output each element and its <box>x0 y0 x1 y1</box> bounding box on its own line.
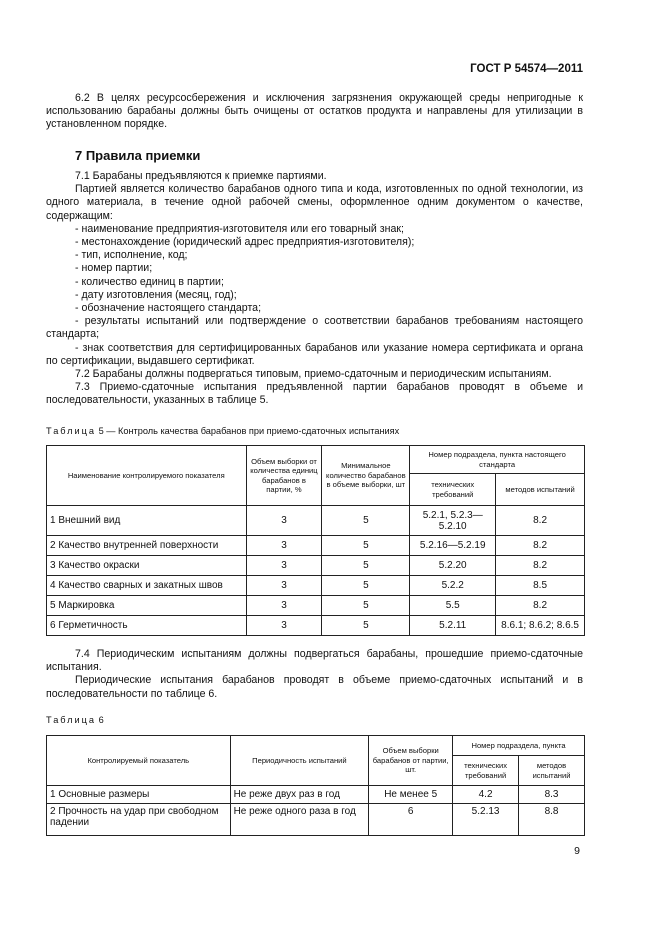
cell-sample: 3 <box>246 506 322 536</box>
cell-period: Не реже одного раза в год <box>230 804 369 836</box>
cell-name: 1 Внешний вид <box>47 506 247 536</box>
caption-text: 6 <box>98 715 104 725</box>
cell-min: 5 <box>322 616 410 636</box>
cell-tech: 5.2.2 <box>410 576 496 596</box>
list-item: - тип, исполнение, код; <box>75 249 188 262</box>
cell-name: 3 Качество окраски <box>47 556 247 576</box>
list-item: - местонахождение (юридический адрес предприятия-изготовителя); <box>75 236 415 249</box>
table-row <box>47 536 585 556</box>
caption-text: 5 — Контроль качества барабанов при приемо-сдаточных испытаниях <box>98 426 400 436</box>
list-item: - дату изготовления (месяц, год); <box>75 288 237 301</box>
col-header-methods: методов испытаний <box>519 756 585 786</box>
cell-name: 2 Качество внутренней поверхности <box>47 536 247 556</box>
cell-methods: 8.8 <box>519 804 585 836</box>
col-header-sample: Объем выборки от количества единиц барабанов в партии, % <box>246 446 322 506</box>
col-header-tech: технических требований <box>410 474 496 506</box>
cell-methods: 8.2 <box>496 506 585 536</box>
table5 <box>46 445 585 636</box>
caption-label: Таблица <box>46 715 97 725</box>
cell-methods: 8.5 <box>496 576 585 596</box>
table6 <box>46 735 585 836</box>
cell-min: 5 <box>322 556 410 576</box>
cell-tech: 5.2.16—5.2.19 <box>410 536 496 556</box>
cell-sample: 3 <box>246 596 322 616</box>
cell-name: 5 Маркировка <box>47 596 247 616</box>
col-header-period: Периодичность испытаний <box>230 736 369 786</box>
col-header-min: Минимальное количество барабанов в объеме выборки, шт <box>322 446 410 506</box>
col-header-sample: Объем выборки барабанов от партии, шт. <box>369 736 453 786</box>
cell-period: Не реже двух раз в год <box>230 786 369 804</box>
col-header-tech: технических требований <box>453 756 519 786</box>
paragraph-party: Партией является количество барабанов одного типа и кода, изготовленных по одной технологии, из одного материала, в течение одной рабочей смены, оформленное одним документом о качестве, содержащим: <box>46 183 583 222</box>
standard-header: ГОСТ Р 54574—2011 <box>470 63 583 75</box>
col-header-name: Наименование контролируемого показателя <box>47 446 247 506</box>
cell-methods: 8.2 <box>496 596 585 616</box>
cell-methods: 8.3 <box>519 786 585 804</box>
paragraph-7-3: 7.3 Приемо-сдаточные испытания предъявленной партии барабанов проводят в объеме и последовательности, указанных в таблице 5. <box>46 381 583 407</box>
cell-sample: Не менее 5 <box>369 786 453 804</box>
paragraph-text: 6.2 В целях ресурсосбережения и исключения загрязнения окружающей среды непригодные к использованию барабаны должны быть очищены от остатков продукта и направлены для утилизации в установленном порядке. <box>46 92 583 131</box>
table-row <box>47 556 585 576</box>
page-number: 9 <box>574 845 580 857</box>
cell-sample: 6 <box>369 804 453 836</box>
paragraph-7-1: 7.1 Барабаны предъявляются к приемке партиями. <box>75 170 327 182</box>
table-row <box>47 506 585 536</box>
col-header-methods: методов испытаний <box>496 474 585 506</box>
table-row <box>47 786 585 804</box>
cell-name: 6 Герметичность <box>47 616 247 636</box>
cell-methods: 8.6.1; 8.6.2; 8.6.5 <box>496 616 585 636</box>
cell-min: 5 <box>322 596 410 616</box>
cell-name: 4 Качество сварных и закатных швов <box>47 576 247 596</box>
cell-min: 5 <box>322 506 410 536</box>
cell-sample: 3 <box>246 536 322 556</box>
table5-caption <box>46 426 399 436</box>
paragraph-7-2: 7.2 Барабаны должны подвергаться типовым, приемо-сдаточным и периодическим испытаниям. <box>75 368 552 381</box>
list-item: - знак соответствия для сертифицированных барабанов или указание номера сертификата и органа по сертификации, выдавшего сертификат. <box>46 341 583 367</box>
section-7-title: 7 Правила приемки <box>75 148 201 163</box>
caption-label: Таблица <box>46 426 97 436</box>
cell-sample: 3 <box>246 556 322 576</box>
list-item: - обозначение настоящего стандарта; <box>75 302 262 315</box>
list-item: - наименование предприятия-изготовителя или его товарный знак; <box>75 222 404 235</box>
paragraph-periodic: Периодические испытания барабанов проводят в объеме приемо-сдаточных испытаний и в последовательности по таблице 6. <box>46 674 583 700</box>
cell-methods: 8.2 <box>496 556 585 576</box>
paragraph-6-2 <box>46 92 583 132</box>
table-row <box>47 596 585 616</box>
paragraph-7-4: 7.4 Периодическим испытаниям должны подвергаться барабаны, прошедшие приемо-сдаточные испытания. <box>46 648 583 674</box>
list-item: - количество единиц в партии; <box>75 275 224 288</box>
cell-min: 5 <box>322 576 410 596</box>
section-7-4-body <box>46 648 583 701</box>
col-header-subsection: Номер подраздела, пункта <box>453 736 585 756</box>
cell-tech: 5.2.13 <box>453 804 519 836</box>
cell-name: 1 Основные размеры <box>47 786 231 804</box>
cell-tech: 5.2.20 <box>410 556 496 576</box>
list-item: - результаты испытаний или подтверждение о соответствии барабанов требованиям настоящего стандарта; <box>46 315 583 341</box>
cell-methods: 8.2 <box>496 536 585 556</box>
table-row <box>47 616 585 636</box>
col-header-subsection: Номер подраздела, пункта настоящего стандарта <box>410 446 585 474</box>
table6-caption <box>46 715 104 725</box>
cell-tech: 5.5 <box>410 596 496 616</box>
section-7-body <box>46 170 583 408</box>
list-item: - номер партии; <box>75 262 153 275</box>
table-row <box>47 804 585 836</box>
cell-name: 2 Прочность на удар при свободном падении <box>47 804 231 836</box>
cell-tech: 5.2.1, 5.2.3—5.2.10 <box>410 506 496 536</box>
cell-sample: 3 <box>246 576 322 596</box>
cell-sample: 3 <box>246 616 322 636</box>
col-header-name: Контролируемый показатель <box>47 736 231 786</box>
cell-min: 5 <box>322 536 410 556</box>
table-row <box>47 576 585 596</box>
cell-tech: 5.2.11 <box>410 616 496 636</box>
cell-tech: 4.2 <box>453 786 519 804</box>
